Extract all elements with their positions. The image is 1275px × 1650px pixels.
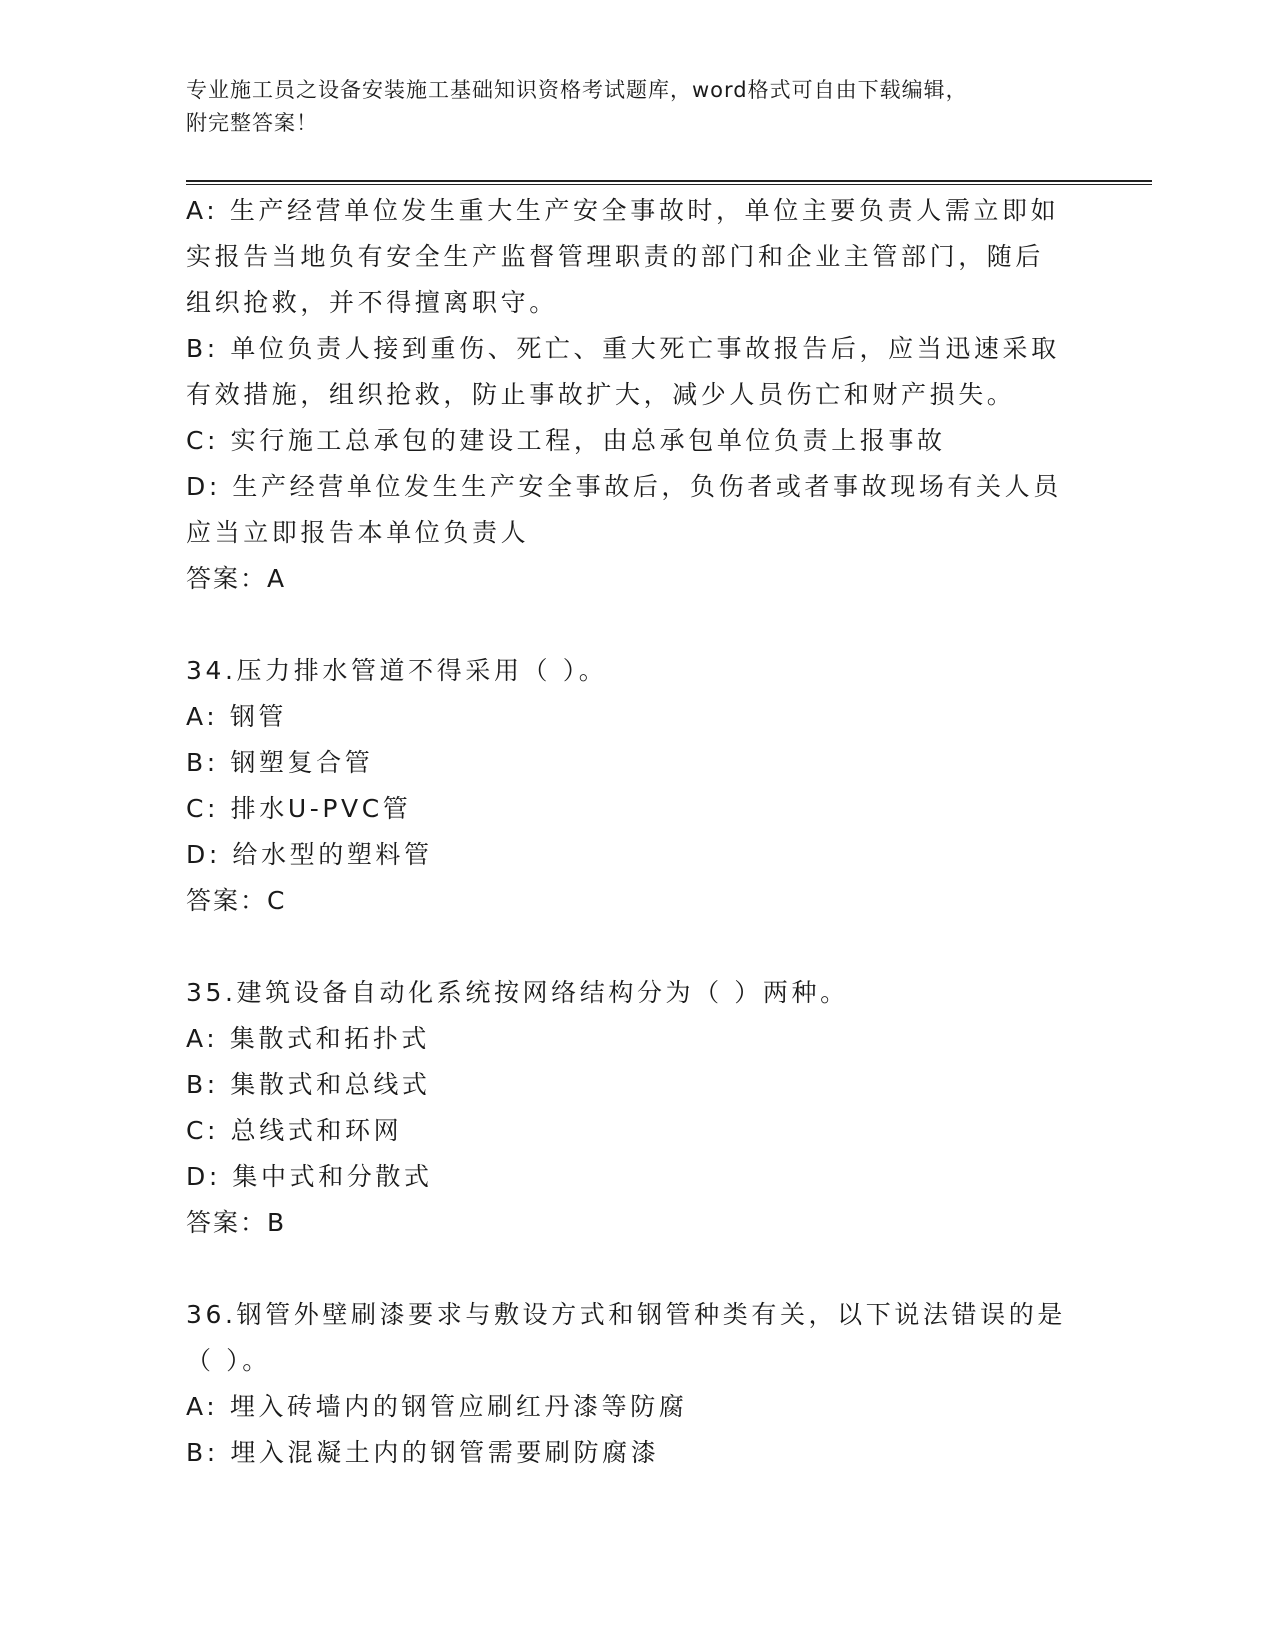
prev-question: [186, 188, 1076, 602]
option-a: A: 集散式和拓扑式: [186, 1024, 431, 1053]
question-content: [186, 188, 1076, 1476]
option-a: [186, 188, 1076, 326]
question-title: 36.钢管外壁刷漆要求与敷设方式和钢管种类有关，以下说法错误的是: [186, 1300, 1066, 1329]
option-line: C: 实行施工总承包的建设工程，由总承包单位负责上报事故: [186, 426, 946, 455]
option-line: A: 生产经营单位发生重大生产安全事故时，单位主要负责人需立即如: [186, 196, 1060, 225]
question-34: [186, 648, 1076, 924]
option-c: C: 总线式和环网: [186, 1116, 403, 1145]
question-title: 35.建筑设备自动化系统按网络结构分为（ ）两种。: [186, 978, 849, 1007]
header-rule-bottom: [186, 184, 1152, 185]
option-c: C: 排水U-PVC管: [186, 794, 412, 823]
option-b: B: 钢塑复合管: [186, 748, 374, 777]
option-line: 有效措施，组织抢救，防止事故扩大，减少人员伤亡和财产损失。: [186, 380, 1016, 409]
answer-label: 答案：C: [186, 886, 287, 915]
option-b: [186, 326, 1076, 418]
option-line: 应当立即报告本单位负责人: [186, 518, 530, 547]
option-line: 实报告当地负有安全生产监督管理职责的部门和企业主管部门，随后: [186, 242, 1045, 271]
option-line: B: 单位负责人接到重伤、死亡、重大死亡事故报告后，应当迅速采取: [186, 334, 1060, 363]
question-36: [186, 1292, 1076, 1476]
option-d: [186, 464, 1076, 556]
option-c: [186, 418, 1076, 464]
question-35: [186, 970, 1076, 1246]
question-title-continued: （ ）。: [186, 1346, 271, 1375]
option-d: D: 给水型的塑料管: [186, 840, 433, 869]
document-header: [186, 74, 1146, 140]
header-line-2: 附完整答案！: [186, 111, 318, 135]
option-line: 组织抢救，并不得擅离职守。: [186, 288, 558, 317]
header-line-1: 专业施工员之设备安装施工基础知识资格考试题库，word格式可自由下载编辑，: [186, 78, 968, 102]
answer-label: 答案：A: [186, 564, 287, 593]
option-line: D: 生产经营单位发生生产安全事故后，负伤者或者事故现场有关人员: [186, 472, 1062, 501]
answer-label: 答案：B: [186, 1208, 287, 1237]
option-b: B: 集散式和总线式: [186, 1070, 431, 1099]
option-a: A: 埋入砖墙内的钢管应刷红丹漆等防腐: [186, 1392, 688, 1421]
question-title: 34.压力排水管道不得采用（ ）。: [186, 656, 608, 685]
option-d: D: 集中式和分散式: [186, 1162, 433, 1191]
option-a: A: 钢管: [186, 702, 288, 731]
header-rule-top: [186, 180, 1152, 182]
option-b: B: 埋入混凝土内的钢管需要刷防腐漆: [186, 1438, 660, 1467]
